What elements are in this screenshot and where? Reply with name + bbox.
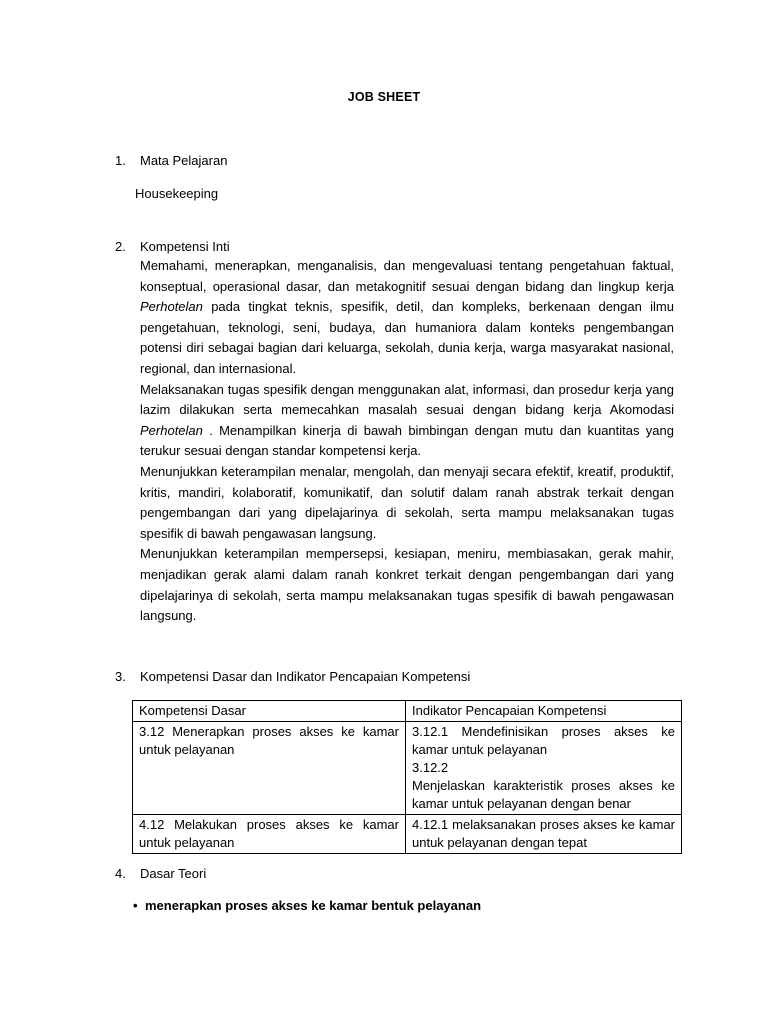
theory-bullet-item [133,898,481,913]
table-cell-kd: 4.12 Melakukan proses akses ke kamar untuk pelayanan [133,815,406,854]
competence-table [132,700,682,854]
paragraph-1-part-a: Memahami, menerapkan, menganalisis, dan mengevaluasi tentang pengetahuan faktual, konseptual, operasional dasar, dan metakognitif sesuai dengan bidang dan lingkup kerja [140,258,674,294]
indicator-line: Menjelaskan karakteristik proses akses ke kamar untuk pelayanan dengan benar [412,778,675,811]
table-cell-indicator [406,722,682,815]
table-header-cell: Kompetensi Dasar [133,701,406,722]
section-3-title: Kompetensi Dasar dan Indikator Pencapaian Kompetensi [140,669,471,684]
theory-bullet-text: menerapkan proses akses ke kamar bentuk pelayanan [145,898,482,913]
subject-value: Housekeeping [135,186,219,201]
table-header-cell: Indikator Pencapaian Kompetensi [406,701,682,722]
table-header-row [133,701,682,722]
core-competence-paragraph-1 [140,256,674,380]
section-3-heading [115,669,470,684]
table-row [133,722,682,815]
indicator-line: 3.12.2 [412,760,449,775]
bullet-icon: • [133,898,138,913]
core-competence-paragraph-3: Menunjukkan keterampilan menalar, mengolah, dan menyaji secara efektif, kreatif, produktif, kritis, mandiri, kolaboratif, komunikatif, dan solutif dalam ranah abstrak terkait dengan pengembangan dari yang dipelajarinya di sekolah, serta mampu melaksanakan tugas spesifik di bawah pengawasan langsung. [140,463,674,541]
section-1-heading [115,153,227,168]
core-competence-paragraph-2 [140,380,674,462]
paragraph-2-part-b: . Menampilkan kinerja di bawah bimbingan dengan mutu dan kuantitas yang terukur sesuai dengan standar kompetensi kerja. [140,422,674,459]
section-4-title: Dasar Teori [140,866,207,881]
section-2-heading [115,239,230,254]
indicator-line: 4.12.1 melaksanakan proses akses ke kamar untuk pelayanan dengan tepat [412,817,675,850]
paragraph-2-part-a: Melaksanakan tugas spesifik dengan menggunakan alat, informasi, dan prosedur kerja yang lazim dilakukan serta memecahkan masalah sesuai dengan bidang kerja Akomodasi [140,381,674,418]
core-competence-paragraph-4: Menunjukkan keterampilan mempersepsi, kesiapan, meniru, membiasakan, gerak mahir, menjadikan gerak alami dalam ranah konkret terkait dengan pengembangan dari yang dipelajarinya di sekolah, serta mampu melaksanakan tugas spesifik di bawah pengawasan langsung. [140,546,674,624]
indicator-line: 3.12.1 Mendefinisikan proses akses ke kamar untuk pelayanan [412,724,675,757]
section-1-title: Mata Pelajaran [140,153,228,168]
core-competence-text [140,256,674,627]
paragraph-2-emphasis: Perhotelan [140,422,203,438]
section-3-number: 3. [115,669,126,684]
paragraph-1-emphasis: Perhotelan [140,299,203,315]
section-4-number: 4. [115,866,126,881]
section-4-heading [115,866,206,881]
table-row [133,815,682,854]
table-cell-kd: 3.12 Menerapkan proses akses ke kamar untuk pelayanan [133,722,406,815]
paragraph-1-part-b: pada tingkat teknis, spesifik, detil, dan kompleks, berkenaan dengan ilmu pengetahuan, teknologi, seni, budaya, dan humaniora dalam konteks pengembangan potensi diri sebagai bagian dari keluarga, sekolah, dunia kerja, warga masyarakat nasional, regional, dan internasional. [140,299,674,376]
table-cell-indicator [406,815,682,854]
section-2-title: Kompetensi Inti [140,239,230,254]
document-title: JOB SHEET [347,90,421,104]
section-2-number: 2. [115,239,126,254]
section-1-number: 1. [115,153,126,168]
